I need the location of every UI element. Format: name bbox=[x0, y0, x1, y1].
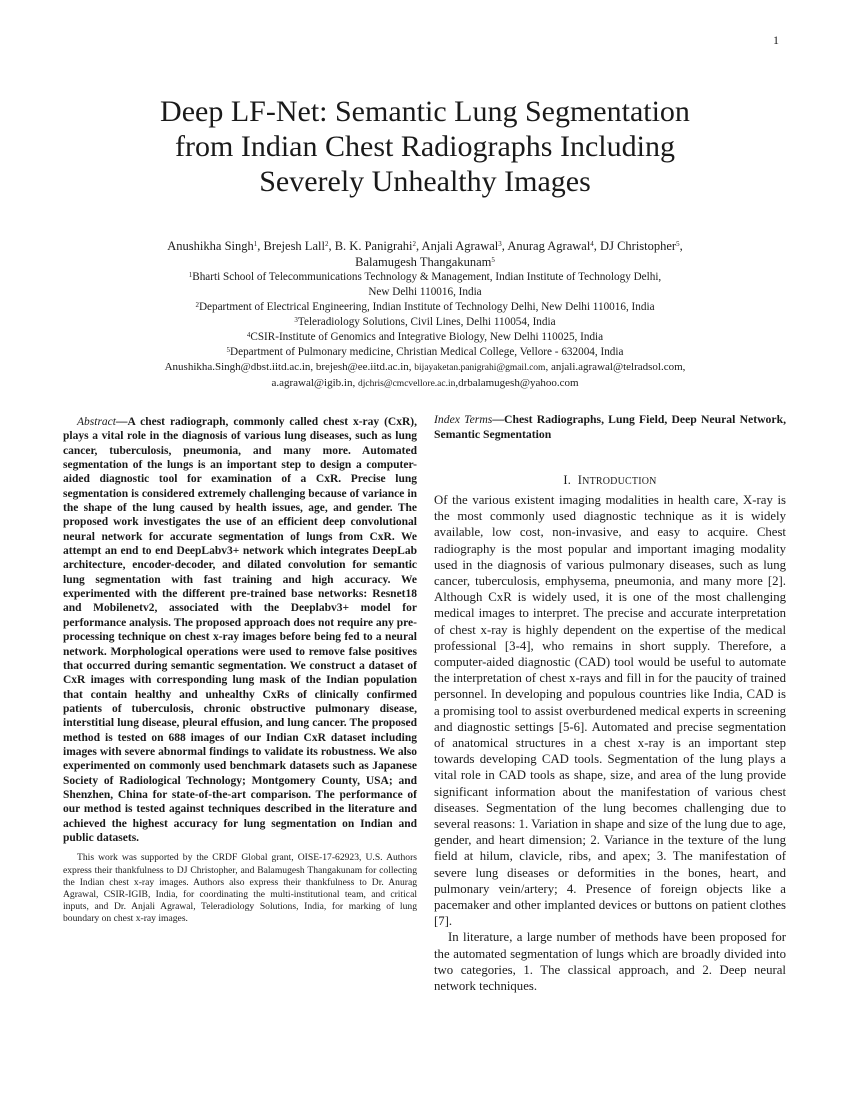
index-terms bbox=[434, 413, 786, 442]
email-text: djchris@cmcvellore.ac.in bbox=[357, 379, 456, 389]
index-terms-label-text: Index Terms bbox=[434, 413, 493, 426]
abstract-text: A chest radiograph, commonly called chest x-ray (CxR), plays a vital role in the diagnosis of various lung diseases, such as lung cancer, tuberculosis, pneumonia, and many more. Automated segmentation of the lungs is an important step to design a computer-aided diagnostic tool for examination of a CxR. Precise lung segmentation is considered extremely challenging because of variance in the shape of the lung caused by health issues, age, and gender. The proposed work investigates the use of an efficient deep convolutional neural network for accurate segmentation of lungs from CxR. We attempt an end to end DeepLabv3+ network which integrates DeepLab architecture, encoder-decoder, and dilated convolution for semantic lung segmentation with fast training and high accuracy. We experimented with the different pre-trained base networks: Resnet18 and Mobilenetv2, associated with the Deeplabv3+ model for performance analysis. The proposed approach does not require any pre-processing technique on chest x-ray images before being fed to a neural network. Morphological operations were used to remove false positives that occurred during semantic segmentation. We construct a dataset of CxR images with corresponding lung mask of the Indian population that contain healthy and unhealthy CxRs of clinically confirmed patients of tuberculosis, chronic obstructive pulmonary disease, interstitial lung disease, pleural effusion, and lung cancer. The proposed method is tested on 688 images of our Indian CxR dataset including images with severe abnormal findings to validate its robustness. We also experimented on commonly used benchmark datasets such as Japanese Society of Radiological Technology; Montgomery County, USA; and Shenzhen, China for state-of-the-art comparison. The performance of our method is tested against techniques described in the literature and achieved the highest accuracy for lung segmentation on Indian and public datasets. bbox=[63, 416, 417, 844]
email-line bbox=[40, 376, 810, 392]
left-column bbox=[63, 415, 417, 926]
author-affil-sup: 2 bbox=[324, 240, 329, 248]
affiliation-text: CSIR-Institute of Genomics and Integrative Biology, New Delhi 110025, India bbox=[250, 331, 604, 343]
abstract-label-text: Abstract bbox=[77, 416, 116, 428]
section-numeral: I. bbox=[563, 473, 572, 487]
author-separator: , bbox=[415, 239, 422, 253]
author-name: B. K. Panigrahi bbox=[334, 239, 413, 253]
affiliation-text: Department of Pulmonary medicine, Christian Medical College, Vellore - 632004, India bbox=[230, 346, 624, 358]
author-line bbox=[60, 254, 790, 270]
affiliation-sup: 3 bbox=[294, 316, 298, 324]
email-line bbox=[40, 360, 810, 376]
index-terms-label: Index Terms— bbox=[434, 413, 504, 426]
author-separator: , bbox=[593, 239, 601, 253]
affiliation-text: Department of Electrical Engineering, Indian Institute of Technology Delhi, New Delhi 110016, India bbox=[198, 301, 655, 313]
affiliation-sup: 4 bbox=[246, 331, 251, 339]
affiliation bbox=[40, 345, 810, 360]
affiliation-text: Bharti School of Telecommunications Technology & Management, Indian Institute of Technology Delhi, bbox=[192, 271, 662, 283]
section-title-rest: NTRODUCTION bbox=[582, 476, 657, 487]
affiliation-continuation: New Delhi 110016, India bbox=[368, 286, 482, 298]
author-separator: , bbox=[328, 239, 335, 253]
affiliation-sup: 1 bbox=[188, 271, 193, 279]
affiliation-sup: 2 bbox=[195, 301, 199, 309]
affiliation-sup: 5 bbox=[226, 346, 231, 354]
title-line: Deep LF-Net: Semantic Lung Segmentation bbox=[160, 95, 690, 128]
author-name: Brejesh Lall bbox=[263, 239, 325, 253]
affiliation bbox=[40, 270, 810, 285]
author-affil-sup: 5 bbox=[491, 256, 495, 264]
author-name: Anurag Agrawal bbox=[507, 239, 591, 253]
body-paragraph: In literature, a large number of methods have been proposed for the automated segmentation of lungs which are broadly divided into two categories, 1. The classical approach, and 2. Deep neural network techniques. bbox=[434, 930, 786, 994]
email-text: a.agrawal@igib.in, bbox=[271, 377, 358, 389]
author-affil-sup: 2 bbox=[412, 240, 416, 248]
affiliation bbox=[40, 315, 810, 330]
author-line bbox=[60, 238, 790, 254]
author-list bbox=[60, 238, 790, 270]
affiliation-list bbox=[40, 270, 810, 392]
affiliation bbox=[40, 300, 810, 315]
affiliation-text: Teleradiology Solutions, Civil Lines, Delhi 110054, India bbox=[297, 316, 556, 328]
email-text: bijayaketan.panigrahi@gmail.com bbox=[414, 363, 546, 373]
title-line: Severely Unhealthy Images bbox=[259, 165, 591, 198]
author-name: Balamugesh Thangakunam bbox=[355, 255, 492, 269]
author-affil-sup: 1 bbox=[253, 240, 258, 248]
email-text: , anjali.agrawal@telradsol.com, bbox=[545, 361, 686, 373]
author-name: Anjali Agrawal bbox=[421, 239, 499, 253]
body-paragraph: Of the various existent imaging modalities in health care, X-ray is the most commonly used diagnostic technique as it is widely available, low cost, non-invasive, and easy to acquire. Chest radiography is the most popular and important imaging modality used in the diagnosis of various pulmonary diseases, such as lung cancer, tuberculosis, emphysema, pneumonia, and many more [2]. Although CxR is widely used, it is one of the most challenging medical images to interpret. The precise and accurate interpretation of chest x-ray is highly dependent on the expertise of the medical professional [3-4], who remains in short supply. Therefore, a computer-aided diagnostic (CAD) tool would be useful to automate the interpretation of chest x-rays and fill in for the paucity of trained personnel. In developing and populous countries like India, CAD is a promising tool to assist overburdened medical experts in screening and diagnostic settings [5-6]. Automated and precise segmentation of anatomical structures in a chest x-ray is an important step towards developing CAD tools. Segmentation of the lung plays a vital role in CAD tools as shape, size, and area of the lung provide significant information about the manifestation of various chest diseases. Segmentation of the lung becomes challenging due to several reasons: 1. Variation in shape and size of the lung due to age, gender, and heart dimension; 2. Variance in the texture of the lung field at hilum, clavicle, ribs, and apex; 3. The manifestation of severe lung diseases or deformities in the bones, heart, and pulmonary vein/artery; 4. Presence of foreign objects like a pacemaker and other implanted devices or buttons on patient clothes [7]. bbox=[434, 493, 786, 929]
section-heading bbox=[434, 473, 786, 488]
funding-footnote: This work was supported by the CRDF Global grant, OISE-17-62923, U.S. Authors express their thankfulness to DJ Christopher, and Balamugesh Thangakunam for collecting the Indian chest x-ray images. Authors also express their thankfulness to Dr. Anurag Agrawal, CSIR-IGIB, India, for coordinating the multi-institutional team, and critical inputs, and Dr. Anjali Agrawal, Teleradiology Solutions, India, for marking of lung boundary on chest x-ray images. bbox=[63, 852, 417, 925]
author-affil-sup: 5 bbox=[676, 240, 680, 248]
email-text: Anushikha.Singh@dbst.iitd.ac.in, brejesh@ee.iitd.ac.in, bbox=[164, 361, 415, 373]
author-name: DJ Christopher bbox=[600, 239, 677, 253]
title-line: from Indian Chest Radiographs Including bbox=[175, 130, 675, 163]
author-name: Anushikha Singh bbox=[167, 239, 254, 253]
index-terms-text: Chest Radiographs, Lung Field, Deep Neural Network, Semantic Segmentation bbox=[434, 413, 786, 441]
abstract bbox=[63, 415, 417, 845]
author-affil-sup: 3 bbox=[498, 240, 502, 248]
email-text: ,drbalamugesh@yahoo.com bbox=[455, 377, 579, 389]
affiliation bbox=[40, 330, 810, 345]
author-separator: , bbox=[257, 239, 264, 253]
author-affil-sup: 4 bbox=[590, 240, 594, 248]
section-first-letter: I bbox=[577, 473, 583, 487]
author-separator: , bbox=[501, 239, 508, 253]
right-column bbox=[434, 413, 786, 994]
paper-title bbox=[100, 94, 750, 199]
author-separator: , bbox=[679, 239, 683, 253]
abstract-label: Abstract— bbox=[77, 416, 128, 428]
page-number: 1 bbox=[773, 33, 779, 47]
